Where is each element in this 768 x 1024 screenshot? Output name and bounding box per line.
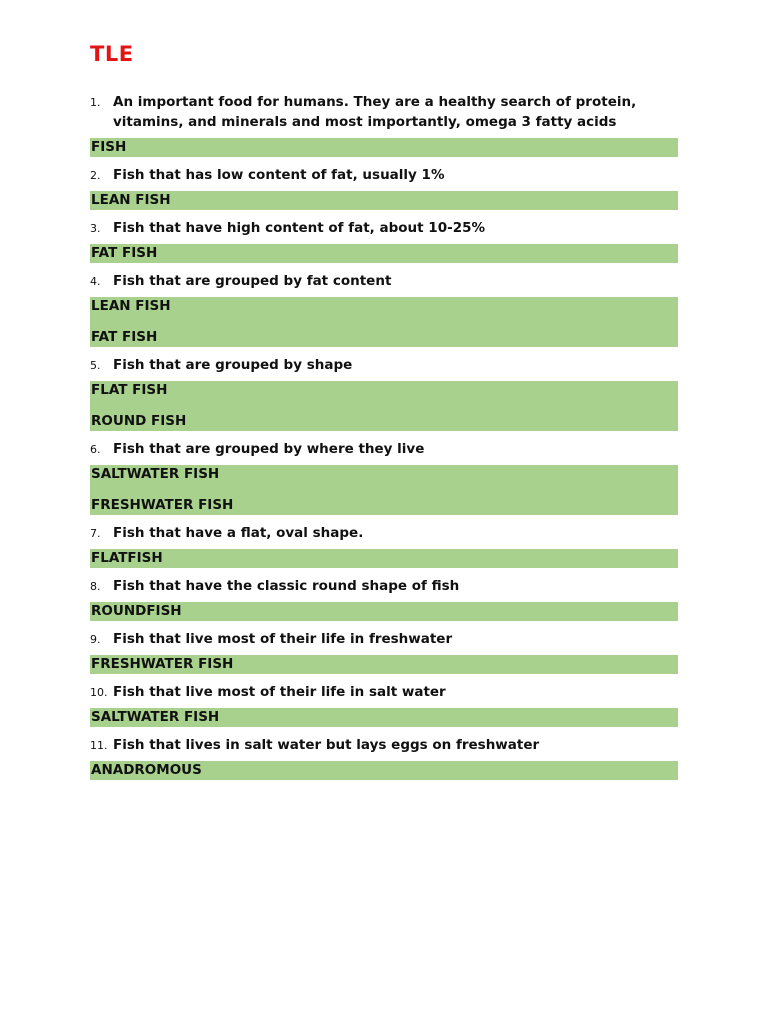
answer-text: FISH (91, 139, 127, 155)
question-number: 8. (90, 580, 101, 593)
page-title: TLE (90, 42, 134, 66)
question-item (90, 576, 678, 596)
question-text: Fish that has low content of fat, usually 1% (113, 167, 445, 183)
answer-text: ANADROMOUS (91, 762, 202, 778)
question-text: Fish that have a flat, oval shape. (113, 525, 364, 541)
question-text: Fish that live most of their life in salt water (113, 684, 446, 700)
question-item (90, 682, 678, 702)
answer-block (90, 138, 678, 157)
answer-block (90, 549, 678, 568)
question-number: 10. (90, 686, 108, 699)
answer-block (90, 381, 678, 431)
question-item (90, 271, 678, 291)
question-item (90, 165, 678, 185)
question-text: Fish that live most of their life in freshwater (113, 631, 453, 647)
question-text: Fish that have the classic round shape of fish (113, 578, 460, 594)
answer-text: FRESHWATER FISH (91, 497, 234, 513)
question-item (90, 735, 678, 755)
question-item (90, 92, 678, 132)
question-text: An important food for humans. They are a healthy search of protein, vitamins, and minerals and most importantly, omega 3 fatty acids (113, 94, 637, 130)
question-item (90, 629, 678, 649)
answer-text: SALTWATER FISH (91, 466, 220, 482)
question-text: Fish that lives in salt water but lays eggs on freshwater (113, 737, 540, 753)
answer-block (90, 244, 678, 263)
answer-text: FLAT FISH (91, 382, 168, 398)
answer-block (90, 708, 678, 727)
question-item (90, 439, 678, 459)
question-number: 9. (90, 633, 101, 646)
answer-text: LEAN FISH (91, 298, 171, 314)
question-number: 3. (90, 222, 101, 235)
question-text: Fish that are grouped by fat content (113, 273, 392, 289)
answer-text: FRESHWATER FISH (91, 656, 234, 672)
answer-text: LEAN FISH (91, 192, 171, 208)
answer-text: SALTWATER FISH (91, 709, 220, 725)
question-number: 2. (90, 169, 101, 182)
answer-block (90, 761, 678, 780)
answer-text: FAT FISH (91, 329, 158, 345)
question-number: 6. (90, 443, 101, 456)
question-text: Fish that are grouped by where they live (113, 441, 425, 457)
question-item (90, 523, 678, 543)
question-number: 7. (90, 527, 101, 540)
answer-text: FAT FISH (91, 245, 158, 261)
answer-block (90, 602, 678, 621)
question-text: Fish that have high content of fat, about 10-25% (113, 220, 486, 236)
question-item (90, 218, 678, 238)
answer-block (90, 191, 678, 210)
question-number: 11. (90, 739, 108, 752)
answer-text: ROUNDFISH (91, 603, 182, 619)
question-text: Fish that are grouped by shape (113, 357, 353, 373)
answer-block (90, 465, 678, 515)
answer-block (90, 297, 678, 347)
question-list (90, 92, 678, 780)
question-number: 5. (90, 359, 101, 372)
answer-text: ROUND FISH (91, 413, 187, 429)
question-number: 4. (90, 275, 101, 288)
question-number: 1. (90, 96, 101, 109)
answer-text: FLATFISH (91, 550, 163, 566)
question-item (90, 355, 678, 375)
answer-block (90, 655, 678, 674)
